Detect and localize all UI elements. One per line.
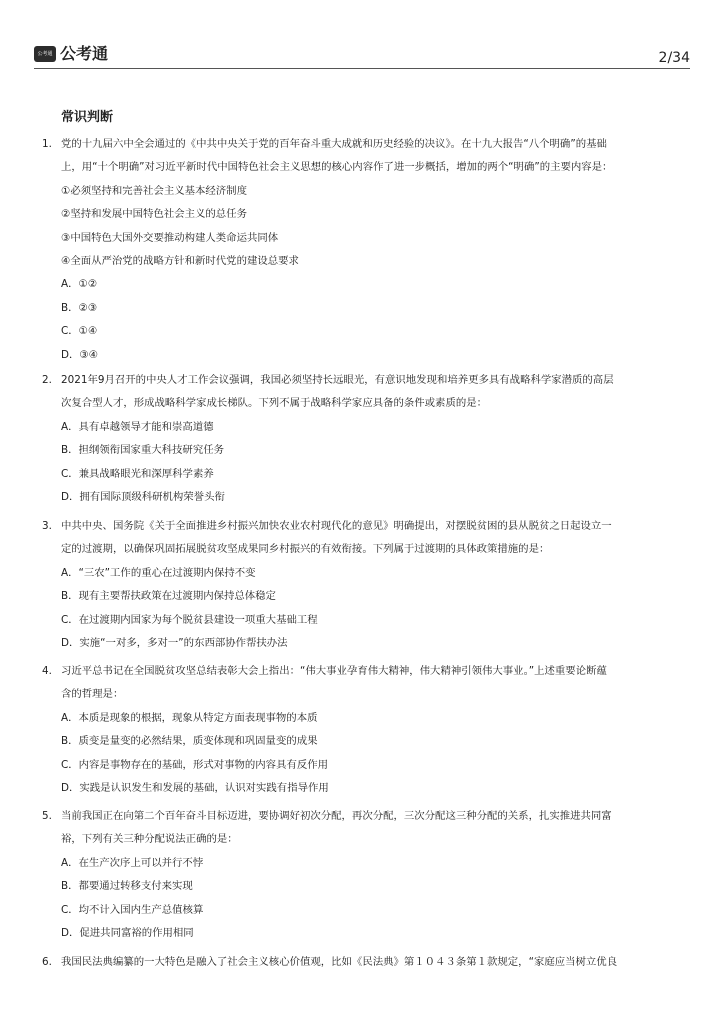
option: ②坚持和发展中国特色社会主义的总任务 (61, 208, 247, 221)
question-number: 4. (42, 665, 52, 677)
page-header (34, 44, 690, 68)
option-b[interactable]: B．都要通过转移支付来实现 (61, 880, 193, 893)
question-text: 我国民法典编纂的一大特色是融入了社会主义核心价值观，比如《民法典》第１０４３条第１款规定，“家庭应当树立优良 (61, 956, 618, 968)
option-c[interactable]: C．兼具战略眼光和深厚科学素养 (61, 467, 214, 480)
question-text: 当前我国正在向第二个百年奋斗目标迈进，要协调好初次分配，再次分配，三次分配这三种分配的关系，扎实推进共同富 (61, 810, 612, 822)
header-divider (34, 68, 690, 69)
option-c[interactable]: C．内容是事物存在的基础，形式对事物的内容具有反作用 (61, 758, 329, 771)
question-text: 中共中央、国务院《关于全面推进乡村振兴加快农业农村现代化的意见》明确提出，对摆脱贫困的县从脱贫之日起设立一 (61, 520, 612, 532)
option-b[interactable]: B．②③ (61, 301, 98, 314)
option-d[interactable]: D．促进共同富裕的作用相同 (61, 927, 194, 940)
question-number: 1. (42, 138, 52, 150)
question-4 (42, 660, 688, 800)
option: ④全面从严治党的战略方针和新时代党的建设总要求 (61, 255, 299, 268)
question-text: 次复合型人才，形成战略科学家成长梯队。下列不属于战略科学家应具备的条件或素质的是： (61, 397, 488, 410)
question-text: 定的过渡期，以确保巩固拓展脱贫攻坚成果同乡村振兴的有效衔接。下列属于过渡期的具体政策措施的是： (61, 543, 550, 556)
option-a[interactable]: A．本质是现象的根据，现象从特定方面表现事物的本质 (61, 711, 318, 724)
option-a[interactable]: A．①② (61, 278, 98, 291)
question-2 (42, 369, 688, 509)
option-d[interactable]: D．③④ (61, 348, 99, 361)
option-c[interactable]: C．均不计入国内生产总值核算 (61, 903, 204, 916)
question-text: 裕，下列有关三种分配说法正确的是： (61, 833, 238, 846)
option: ①必须坚持和完善社会主义基本经济制度 (61, 184, 247, 197)
page-number: 2/34 (658, 50, 690, 66)
option-a[interactable]: A．在生产次序上可以并行不悖 (61, 856, 204, 869)
option-b[interactable]: B．担纲领衔国家重大科技研究任务 (61, 444, 224, 457)
question-6 (42, 951, 688, 974)
question-number: 2. (42, 374, 52, 386)
option: ③中国特色大国外交要推动构建人类命运共同体 (61, 231, 279, 244)
question-text: 含的哲理是： (61, 688, 124, 701)
logo-icon: 公考通 (34, 46, 56, 62)
option-a[interactable]: A．“三农”工作的重心在过渡期内保持不变 (61, 566, 256, 579)
option-c[interactable]: C．在过渡期内国家为每个脱贫县建设一项重大基础工程 (61, 613, 318, 626)
question-3 (42, 515, 688, 655)
option-d[interactable]: D．实施“一对多，多对一”的东西部协作帮扶办法 (61, 637, 288, 650)
question-1 (42, 133, 688, 367)
option-a[interactable]: A．具有卓越领导才能和崇高道德 (61, 420, 214, 433)
question-number: 3. (42, 520, 52, 532)
question-text: 党的十九届六中全会通过的《中共中央关于党的百年奋斗重大成就和历史经验的决议》。在十九大报告“八个明确”的基础 (61, 138, 607, 150)
question-5 (42, 805, 688, 945)
option-b[interactable]: B．质变是量变的必然结果，质变体现和巩固量变的成果 (61, 735, 318, 748)
option-b[interactable]: B．现有主要帮扶政策在过渡期内保持总体稳定 (61, 590, 276, 603)
option-c[interactable]: C．①④ (61, 325, 98, 338)
logo-text: 公考通 (60, 44, 109, 63)
section-title: 常识判断 (61, 110, 114, 125)
question-text: 2021年9月召开的中央人才工作会议强调，我国必须坚持长远眼光，有意识地发现和培养更多具有战略科学家潜质的高层 (61, 374, 614, 386)
option-d[interactable]: D．拥有国际顶级科研机构荣誉头衔 (61, 491, 225, 504)
question-number: 5. (42, 810, 52, 822)
question-text: 习近平总书记在全国脱贫攻坚总结表彰大会上指出：“伟大事业孕育伟大精神，伟大精神引领伟大事业。”上述重要论断蕴 (61, 665, 607, 677)
option-d[interactable]: D．实践是认识发生和发展的基础，认识对实践有指导作用 (61, 782, 329, 795)
question-number: 6. (42, 956, 52, 968)
question-text: 上，用“十个明确”对习近平新时代中国特色社会主义思想的核心内容作了进一步概括，增加的两个“明确”的主要内容是： (61, 161, 613, 174)
